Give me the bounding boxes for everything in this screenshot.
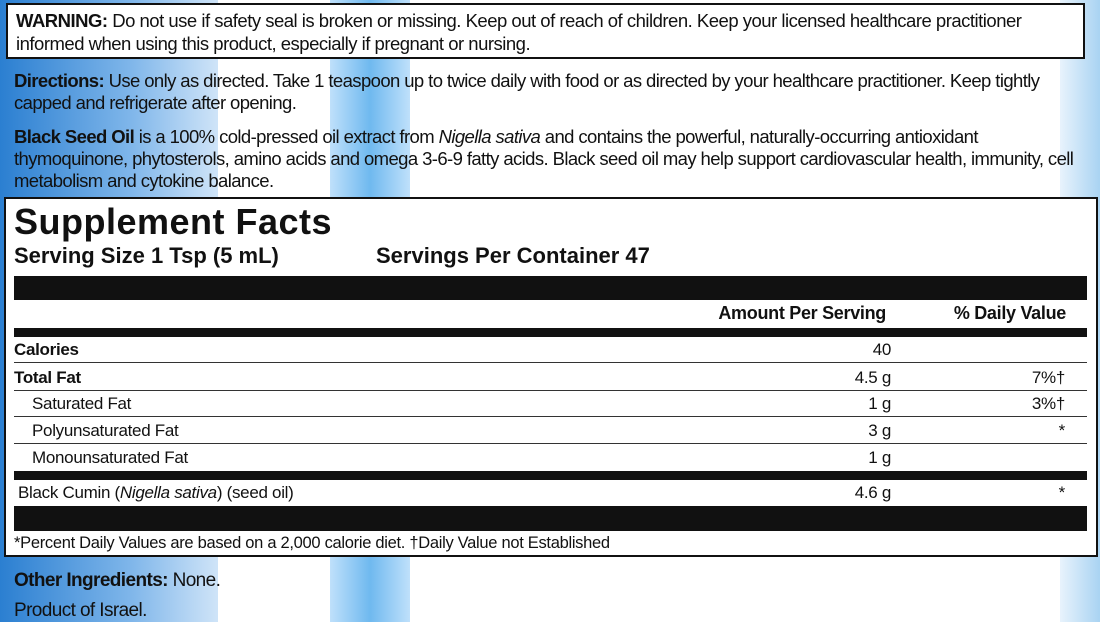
row-label: Saturated Fat [32,394,132,413]
warning-label: WARNING: [16,10,108,31]
row-label: Polyunsaturated Fat [32,421,179,440]
row-amount: 4.5 g [854,368,891,387]
facts-row [14,391,1087,417]
product-origin: Product of Israel. [14,600,147,621]
row-amount: 3 g [868,421,891,440]
row-daily-value: * [1058,483,1065,502]
row-label: Monounsaturated Fat [32,448,188,467]
other-ingredients-line [14,566,220,596]
row-label [18,483,294,503]
header-amount-per-serving: Amount Per Serving [718,303,886,323]
row-label-species: Nigella sativa [119,483,217,502]
supplement-facts-title: Supplement Facts [14,201,333,242]
row-amount: 40 [872,340,891,359]
facts-row [14,337,1087,363]
row-daily-value: 7%† [1031,368,1065,387]
facts-row [14,445,1087,471]
row-amount: 4.6 g [854,483,891,502]
warning-box [6,3,1085,59]
description-text-before: is a 100% cold-pressed oil extract from [138,126,435,147]
description-text-after: and contains the powerful, naturally-occurring antioxidant thymoquinone, phytosterols, amino acids and omega 3-6-9 fatty acids. Black seed oil may help support cardiovascular health, immunity, cell metabolism and cytokine balance. [14,126,1074,191]
row-label-after: ) (seed oil) [216,483,294,502]
row-label-before: Black Cumin ( [18,483,120,502]
product-name: Black Seed Oil [14,126,135,147]
row-daily-value: * [1058,421,1065,440]
servings-per-container: Servings Per Container 47 [376,243,650,268]
other-ingredients-text: None. [172,570,221,591]
daily-value-footnote: *Percent Daily Values are based on a 2,000 calorie diet. †Daily Value not Established [14,534,610,552]
facts-row [14,418,1087,444]
row-label: Calories [14,340,79,359]
warning-text: Do not use if safety seal is broken or missing. Keep out of reach of children. Keep your licensed healthcare practitioner informed when using this product, especially if pregnant or nursing. [16,10,1022,54]
species-name: Nigella sativa [438,126,541,147]
directions-label: Directions: [14,70,105,91]
thick-divider-middle [14,471,1087,480]
serving-size: Serving Size 1 Tsp (5 mL) [14,243,279,268]
facts-row [14,480,1087,506]
thick-divider-top [14,276,1087,300]
row-amount: 1 g [868,394,891,413]
other-ingredients-label: Other Ingredients: [14,570,168,591]
directions-paragraph [14,70,1084,114]
row-amount: 1 g [868,448,891,467]
row-label: Total Fat [14,368,81,387]
header-daily-value: % Daily Value [953,303,1066,323]
product-description [14,126,1084,192]
other-ingredients-block [14,566,220,626]
thick-divider-header [14,328,1087,337]
facts-row [14,365,1087,391]
thick-divider-bottom [14,506,1087,531]
directions-text: Use only as directed. Take 1 teaspoon up to twice daily with food or as directed by your healthcare practitioner. Keep tightly capped and refrigerate after opening. [14,70,1040,113]
row-daily-value: 3%† [1031,394,1065,413]
supplement-facts-panel [4,197,1098,557]
